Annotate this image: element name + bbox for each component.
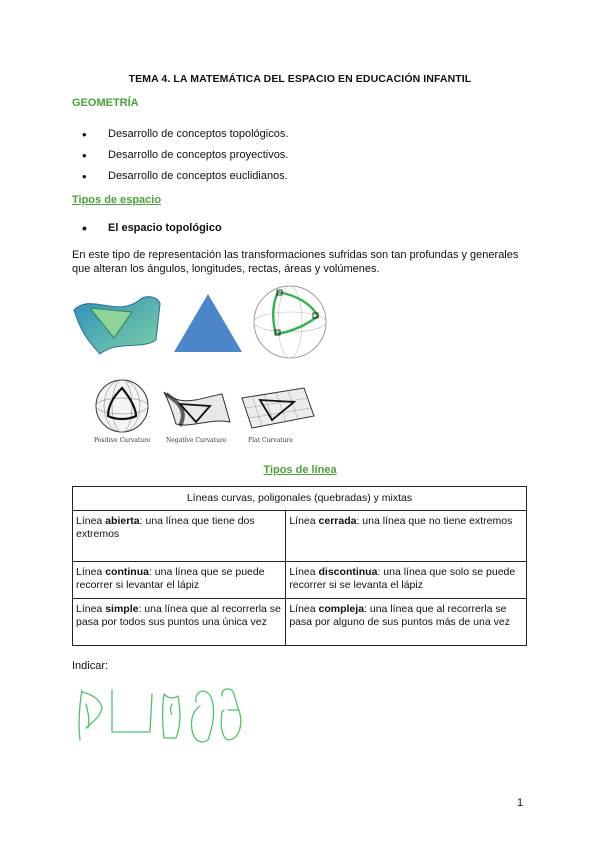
list-item: • Desarrollo de conceptos topológicos. bbox=[80, 124, 288, 145]
positive-curvature-figure bbox=[94, 380, 151, 444]
table-cell: Línea compleja: una línea que al recorrerla se pasa por alguno de sus puntos más de una vez bbox=[286, 599, 527, 646]
tipos-linea-heading: Tipos de línea bbox=[263, 464, 337, 476]
list-item: • Desarrollo de conceptos proyectivos. bbox=[80, 145, 288, 166]
sphere-triangle-figure bbox=[250, 284, 330, 360]
saddle-surface-figure bbox=[72, 290, 162, 356]
tipos-espacio-heading: Tipos de espacio bbox=[72, 194, 162, 206]
negative-curvature-label: Negative Curvature bbox=[166, 437, 227, 444]
paragraph: En este tipo de representación las transformaciones sufridas son tan profundas y generales que alteran los ángulos, longitudes, rectas, áreas y volúmenes. bbox=[72, 249, 519, 275]
table-cell: Línea discontinua: una línea que solo se puede recorrer si se levanta el lápiz bbox=[286, 562, 527, 599]
table-row bbox=[73, 487, 527, 511]
page-number: 1 bbox=[517, 797, 524, 809]
flat-curvature-figure bbox=[242, 388, 314, 444]
page-title: TEMA 4. LA MATEMÁTICA DEL ESPACIO EN EDUCACIÓN INFANTIL bbox=[128, 73, 472, 85]
concepts-list bbox=[80, 124, 288, 187]
bullet-icon: • bbox=[82, 169, 87, 184]
table-row bbox=[73, 599, 527, 646]
curvature-figures bbox=[92, 378, 332, 448]
bullet-icon: • bbox=[82, 148, 87, 163]
table-cell: Línea cerrada: una línea que no tiene extremos bbox=[286, 511, 527, 562]
table-cell: Línea continua: una línea que se puede recorrer si levantar el lápiz bbox=[73, 562, 286, 599]
table-cell: Línea abierta: una línea que tiene dos extremos bbox=[73, 511, 286, 562]
subheading: • El espacio topológico bbox=[82, 220, 222, 236]
handwritten-lines-drawing bbox=[72, 682, 252, 752]
positive-curvature-label: Positive Curvature bbox=[94, 437, 151, 444]
bullet-icon: • bbox=[82, 220, 87, 236]
table-row bbox=[73, 562, 527, 599]
flat-curvature-label: Flat Curvature bbox=[248, 437, 293, 444]
indicar-label: Indicar: bbox=[72, 660, 109, 672]
table-header: Líneas curvas, poligonales (quebradas) y mixtas bbox=[73, 487, 527, 511]
list-item: • Desarrollo de conceptos euclidianos. bbox=[80, 166, 288, 187]
bullet-icon: • bbox=[82, 127, 87, 142]
line-types-table bbox=[72, 486, 527, 646]
table-cell: Línea simple: una línea que al recorrerla se pasa por todos sus puntos una única vez bbox=[73, 599, 286, 646]
table-row bbox=[73, 511, 527, 562]
geometria-heading: GEOMETRÍA bbox=[72, 97, 139, 109]
triangle-figure bbox=[172, 292, 244, 354]
negative-curvature-figure bbox=[164, 392, 230, 444]
